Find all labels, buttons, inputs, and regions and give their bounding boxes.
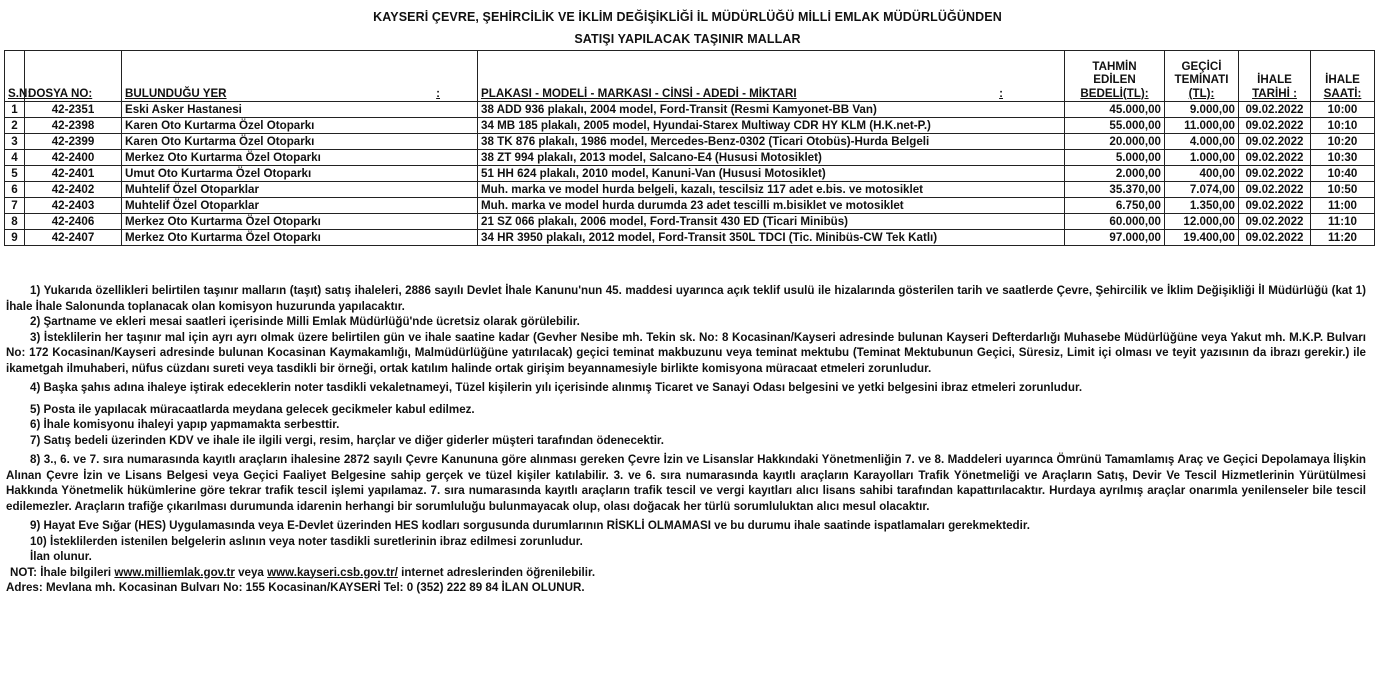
table-row [5, 198, 1375, 214]
note-websites [6, 565, 1366, 581]
cell-dosya: 42-2407 [25, 230, 122, 246]
table-row [5, 166, 1375, 182]
cell-tarih: 09.02.2022 [1239, 134, 1311, 150]
cell-dosya: 42-2406 [25, 214, 122, 230]
cell-sn: 1 [5, 102, 25, 118]
note-10: 10) İsteklilerden istenilen belgelerin aslının veya noter tasdikli suretlerinin ibraz edilmesi zorunludur. [30, 534, 583, 548]
cell-saat: 11:10 [1311, 214, 1375, 230]
cell-plaka: 51 HH 624 plakalı, 2010 model, Kanuni-Van (Hususi Motosiklet) [478, 166, 1065, 182]
cell-plaka: 21 SZ 066 plakalı, 2006 model, Ford-Transit 430 ED (Ticari Minibüs) [478, 214, 1065, 230]
col-header-sn: S.N: [5, 51, 25, 102]
cell-bedel: 60.000,00 [1065, 214, 1165, 230]
cell-dosya: 42-2402 [25, 182, 122, 198]
table-row [5, 214, 1375, 230]
note-suffix: internet adreslerinden öğrenilebilir. [397, 565, 596, 579]
cell-sn: 8 [5, 214, 25, 230]
note-prefix: NOT: İhale bilgileri [10, 565, 115, 579]
cell-yer: Eski Asker Hastanesi [122, 102, 478, 118]
cell-saat: 10:50 [1311, 182, 1375, 198]
cell-yer: Umut Oto Kurtarma Özel Otoparkı [122, 166, 478, 182]
cell-saat: 11:00 [1311, 198, 1375, 214]
cell-dosya: 42-2399 [25, 134, 122, 150]
ilan-olunur: İlan olunur. [30, 550, 92, 563]
document-subtitle: SATIŞI YAPILACAK TAŞINIR MALLAR [574, 32, 801, 46]
table-row [5, 134, 1375, 150]
cell-plaka: 38 ADD 936 plakalı, 2004 model, Ford-Transit (Resmi Kamyonet-BB Van) [478, 102, 1065, 118]
cell-plaka: 38 TK 876 plakalı, 1986 model, Mercedes-Benz-0302 (Ticari Otobüs)-Hurda Belgeli [478, 134, 1065, 150]
table-row [5, 230, 1375, 246]
cell-tarih: 09.02.2022 [1239, 166, 1311, 182]
cell-sn: 3 [5, 134, 25, 150]
cell-bedel: 2.000,00 [1065, 166, 1165, 182]
cell-teminat: 4.000,00 [1165, 134, 1239, 150]
cell-sn: 9 [5, 230, 25, 246]
note-6: 6) İhale komisyonu ihaleyi yapıp yapmamakta serbesttir. [30, 418, 340, 431]
cell-saat: 10:40 [1311, 166, 1375, 182]
note-mid: veya [234, 565, 268, 579]
table-row [5, 102, 1375, 118]
cell-saat: 10:00 [1311, 102, 1375, 118]
cell-teminat: 11.000,00 [1165, 118, 1239, 134]
note-9: 9) Hayat Eve Sığar (HES) Uygulamasında veya E-Devlet üzerinden HES kodları sorgusunda durumlarının RİSKLİ OLMAMASI ve bu durumu ihale saatinde ispatlamaları gerekmektedir. [30, 519, 1030, 532]
cell-tarih: 09.02.2022 [1239, 182, 1311, 198]
cell-bedel: 55.000,00 [1065, 118, 1165, 134]
note-7: 7) Satış bedeli üzerinden KDV ve ihale ile ilgili vergi, resim, harçlar ve diğer giderler müşteri tarafından ödenecektir. [30, 433, 665, 447]
cell-teminat: 400,00 [1165, 166, 1239, 182]
cell-plaka: 34 MB 185 plakalı, 2005 model, Hyundai-Starex Multiway CDR HY KLM (H.K.net-P.) [478, 118, 1065, 134]
cell-dosya: 42-2400 [25, 150, 122, 166]
cell-tarih: 09.02.2022 [1239, 198, 1311, 214]
cell-tarih: 09.02.2022 [1239, 150, 1311, 166]
cell-bedel: 97.000,00 [1065, 230, 1165, 246]
note-5: 5) Posta ile yapılacak müracaatlarda meydana gelecek gecikmeler kabul edilmez. [30, 402, 475, 416]
note-2: 2) Şartname ve ekleri mesai saatleri içerisinde Milli Emlak Müdürlüğü'nde ücretsiz olarak görülebilir. [30, 315, 580, 328]
cell-tarih: 09.02.2022 [1239, 230, 1311, 246]
cell-teminat: 1.000,00 [1165, 150, 1239, 166]
cell-teminat: 19.400,00 [1165, 230, 1239, 246]
link-kayseri-csb[interactable]: www.kayseri.csb.gov.tr/ [267, 565, 398, 579]
cell-yer: Merkez Oto Kurtarma Özel Otoparkı [122, 150, 478, 166]
cell-tarih: 09.02.2022 [1239, 214, 1311, 230]
auction-table [4, 50, 1375, 246]
cell-yer: Merkez Oto Kurtarma Özel Otoparkı [122, 230, 478, 246]
address-line: Adres: Mevlana mh. Kocasinan Bulvarı No: 155 Kocasinan/KAYSERİ Tel: 0 (352) 222 89 84 İLAN OLUNUR. [6, 581, 585, 594]
col-header-dosya: DOSYA NO: [25, 51, 122, 102]
notes-section [6, 283, 1366, 596]
col-header-yer: BULUNDUĞU YER : [122, 51, 478, 102]
table-row [5, 182, 1375, 198]
cell-teminat: 7.074,00 [1165, 182, 1239, 198]
cell-sn: 4 [5, 150, 25, 166]
cell-yer: Muhtelif Özel Otoparklar [122, 198, 478, 214]
cell-yer: Karen Oto Kurtarma Özel Otoparkı [122, 134, 478, 150]
col-header-bedel: TAHMİN EDİLEN BEDELİ(TL): [1065, 51, 1165, 102]
cell-bedel: 20.000,00 [1065, 134, 1165, 150]
note-4: 4) Başka şahıs adına ihaleye iştirak edeceklerin noter tasdikli vekaletnameyi, Tüzel kişilerin yılı içerisinde alınmış Ticaret ve Sanayi Odası belgesini ve yetki belgesini ibraz etmeleri zorunludur. [30, 381, 1083, 394]
table-header-row [5, 51, 1375, 102]
cell-sn: 5 [5, 166, 25, 182]
cell-teminat: 9.000,00 [1165, 102, 1239, 118]
cell-bedel: 35.370,00 [1065, 182, 1165, 198]
cell-sn: 7 [5, 198, 25, 214]
cell-dosya: 42-2401 [25, 166, 122, 182]
cell-sn: 2 [5, 118, 25, 134]
cell-bedel: 45.000,00 [1065, 102, 1165, 118]
col-header-tarih: İHALE TARİHİ : [1239, 51, 1311, 102]
cell-bedel: 6.750,00 [1065, 198, 1165, 214]
table-row [5, 118, 1375, 134]
cell-dosya: 42-2398 [25, 118, 122, 134]
cell-saat: 10:20 [1311, 134, 1375, 150]
cell-plaka: Muh. marka ve model hurda durumda 23 adet tescilli m.bisiklet ve motosiklet [478, 198, 1065, 214]
cell-yer: Muhtelif Özel Otoparklar [122, 182, 478, 198]
cell-saat: 10:30 [1311, 150, 1375, 166]
cell-tarih: 09.02.2022 [1239, 102, 1311, 118]
note-8: 8) 3., 6. ve 7. sıra numarasında kayıtlı araçların ihalesine 2872 sayılı Çevre Kanununa göre alınması gereken Çevre İzin ve Lisanslar Hakkındaki Yönetmenliğin 7. ve 8. Maddeleri uyarınca Ömrünü Tamamlamış Araç ve Geçici Depolamaya İlişkin Alınan Çevre İzin ve Lisans Belgesi veya Geçici Faaliyet Belgesine sahip gerçek ve tüzel kişiler katılabilir. 3. ve 6. sıra numarasında kayıtlı araçların Karayolları Trafik Yönetmeliği ve Araçların Satış, Devir Ve Tescil Hizmetlerinin Yürütülmesi Hakkında Yönetmelik hükümlerine göre tekrar trafik tescil işlemi yapılamaz. 7. sıra numarasında kayıtlı araçların trafik tescil ve vergi kayıtları alıcı lisans sahibi tarafından kapattırılacaktır. Hurdaya ayrılmış araçlar onarımla yenilenseler bile tescil edilemezler. Araçların trafiğe çıkarılması durumunda idarenin herhangi bir sorumluluğu bulunmayacak olup, olası doğacak her türlü sorumluluktan alıcı mesul olacaktır. [6, 453, 1366, 513]
cell-yer: Karen Oto Kurtarma Özel Otoparkı [122, 118, 478, 134]
col-header-plaka: PLAKASI - MODELİ - MARKASI - CİNSİ - ADEDİ - MİKTARI : [478, 51, 1065, 102]
cell-dosya: 42-2351 [25, 102, 122, 118]
cell-plaka: 38 ZT 994 plakalı, 2013 model, Salcano-E4 (Hususi Motosiklet) [478, 150, 1065, 166]
cell-sn: 6 [5, 182, 25, 198]
document-title: KAYSERİ ÇEVRE, ŞEHİRCİLİK VE İKLİM DEĞİŞİKLİĞİ İL MÜDÜRLÜĞÜ MİLLİ EMLAK MÜDÜRLÜĞÜNDEN [373, 10, 1002, 24]
cell-teminat: 12.000,00 [1165, 214, 1239, 230]
cell-saat: 10:10 [1311, 118, 1375, 134]
cell-plaka: Muh. marka ve model hurda belgeli, kazalı, tescilsiz 117 adet e.bis. ve motosiklet [478, 182, 1065, 198]
col-header-teminat: GEÇİCİ TEMİNATI (TL): [1165, 51, 1239, 102]
cell-dosya: 42-2403 [25, 198, 122, 214]
col-header-saat: İHALE SAATİ: [1311, 51, 1375, 102]
cell-saat: 11:20 [1311, 230, 1375, 246]
note-1: 1) Yukarıda özellikleri belirtilen taşınır malların (taşıt) satış ihaleleri, 2886 sayılı Devlet İhale Kanunu'nun 45. maddesi uyarınca açık teklif usulü ile hizalarında gösterilen tarih ve saatlerde Çevre, Şehircilik ve İklim Değişikliği İl Müdürlüğü (kat 1) İhale İhale Salonunda toplanacak olan komisyon huzurunda yapılacaktır. [6, 284, 1366, 313]
cell-tarih: 09.02.2022 [1239, 118, 1311, 134]
cell-teminat: 1.350,00 [1165, 198, 1239, 214]
note-3: 3) İsteklilerin her taşınır mal için ayrı ayrı olmak üzere belirtilen gün ve ihale saatine kadar (Gevher Nesibe mh. Tekin sk. No: 8 Kocasinan/Kayseri adresinde bulunan Kayseri Defterdarlığı Muhasebe Müdürlüğüne veya Yakut mh. M.K.P. Bulvarı No: 172 Kocasinan/Kayseri adresinde bulunan Kocasinan Kaymakamlığı, Malmüdürlüğüne yatırılacak) geçici teminat makbuzunu veya teminat mektubu (Teminat Mektubunun Geçici, Süresiz, Limit içi olması ve teyit yazısının da ibrazı gerekir.) ile ikametgah ilmuhaberi, nüfus cüzdanı sureti veya tasdikli bir örneği, ortak katılım halinde ortak girişim beyannamesiyle birlikte komisyona müracaat etmeleri zorunludur. [6, 330, 1366, 375]
cell-yer: Merkez Oto Kurtarma Özel Otoparkı [122, 214, 478, 230]
link-milliemlak[interactable]: www.milliemlak.gov.tr [114, 565, 235, 579]
cell-plaka: 34 HR 3950 plakalı, 2012 model, Ford-Transit 350L TDCI (Tic. Minibüs-CW Tek Katlı) [478, 230, 1065, 246]
cell-bedel: 5.000,00 [1065, 150, 1165, 166]
table-row [5, 150, 1375, 166]
